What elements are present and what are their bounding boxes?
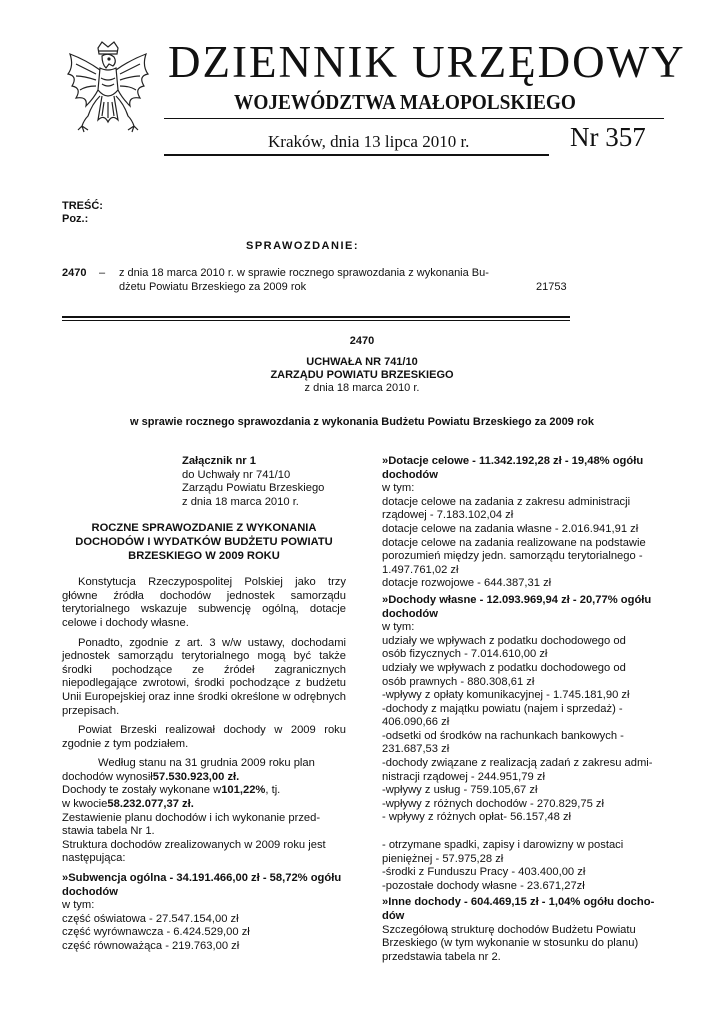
paragraph-2: Ponadto, zgodnie z art. 3 w/w ustawy, dochodami jednostek samorządu terytorialnego mogą być także środki pochodzące ze źródeł zagranicznych niepodlegające zwrotowi, środki pochodzące z budżetu Unii Europejskiej oraz inne środki określone w odrębnych przepisach. bbox=[62, 636, 346, 717]
closing-line: Brzeskiego (w tym wykonanie w stosunku do planu) bbox=[382, 937, 639, 950]
grants-line: dotacje celowe na zadania własne - 2.016.941,91 zł bbox=[382, 522, 639, 535]
act-title-line2: ZARZĄDU POWIATU BRZESKIEGO bbox=[270, 369, 454, 381]
own-income-line: -wpływy z usług - 759.105,67 zł bbox=[382, 784, 538, 797]
paragraph-3: Powiat Brzeski realizował dochody w 2009 roku zgodnie z tym podziałem. bbox=[62, 724, 346, 750]
grants-line: w tym: bbox=[382, 482, 415, 495]
subvention-line: część wyrównawcza - 6.424.529,00 zł bbox=[62, 926, 250, 939]
own-income-line: osób prawnych - 880.308,61 zł bbox=[382, 675, 535, 688]
own-income-line: -wpływy z opłaty komunikacyjnej - 1.745.181,90 zł bbox=[382, 689, 630, 702]
masthead-rule-top bbox=[164, 118, 664, 119]
act-title-line1: UCHWAŁA NR 741/10 bbox=[306, 356, 418, 368]
plan-line-2 bbox=[62, 771, 346, 785]
left-column bbox=[62, 455, 346, 954]
amount-line bbox=[62, 798, 346, 812]
own-income-line: -dochody związane z realizacją zadań z zakresu admi- bbox=[382, 757, 653, 770]
masthead-rule-bottom bbox=[164, 154, 549, 156]
subvention-line: część równoważąca - 219.763,00 zł bbox=[62, 940, 240, 952]
grants-line: rządowej - 7.183.102,04 zł bbox=[382, 509, 514, 522]
journal-subtitle: WOJEWÓDZTWA MAŁOPOLSKIEGO bbox=[234, 90, 576, 114]
own-income-line: - wpływy z różnych opłat- 56.157,48 zł bbox=[382, 811, 572, 824]
closing-line: Szczegółową strukturę dochodów Budżetu Powiatu bbox=[382, 923, 636, 936]
summary-line: stawia tabela Nr 1. bbox=[62, 825, 155, 838]
summary-line: Zestawienie planu dochodów i ich wykonanie przed- bbox=[62, 811, 321, 824]
toc-rule-1 bbox=[62, 316, 570, 318]
attachment-line: do Uchwały nr 741/10 bbox=[182, 468, 291, 481]
city-date: Kraków, dnia 13 lipca 2010 r. bbox=[268, 132, 470, 151]
toc-entry-dash: – bbox=[99, 267, 106, 279]
execution-suffix: , tj. bbox=[265, 784, 281, 797]
summary-line: Struktura dochodów zrealizowanych w 2009 roku jest bbox=[62, 838, 326, 851]
toc-entry-page: 21753 bbox=[536, 281, 567, 293]
own-income-line: w tym: bbox=[382, 621, 415, 634]
eagle-emblem-icon bbox=[62, 40, 154, 148]
toc-rule-2 bbox=[62, 320, 570, 321]
attachment-line: z dnia 18 marca 2010 r. bbox=[182, 495, 299, 508]
own-income-line: udziały we wpływach z podatku dochodowego od bbox=[382, 634, 626, 647]
grants-heading: »Dotacje celowe - 11.342.192,28 zł - 19,48% ogółu dochodów bbox=[382, 455, 644, 481]
report-heading-line: BRZESKIEGO W 2009 ROKU bbox=[128, 549, 280, 562]
own-income-heading: »Dochody własne - 12.093.969,94 zł - 20,77% ogółu dochodów bbox=[382, 593, 652, 620]
own-income-line: nistracji rządowej - 244.951,79 zł bbox=[382, 770, 545, 783]
grants-line: porozumień między jedn. samorządu terytorialnego - bbox=[382, 550, 643, 563]
own-income-line: udziały we wpływach z podatku dochodowego od bbox=[382, 661, 626, 674]
plan-line-1: Według stanu na 31 grudnia 2009 roku plan bbox=[98, 757, 315, 770]
amount-value: 58.232.077,37 zł. bbox=[107, 798, 194, 811]
journal-title: DZIENNIK URZĘDOWY bbox=[168, 37, 686, 87]
right-column bbox=[382, 455, 666, 964]
subvention-line: część oświatowa - 27.547.154,00 zł bbox=[62, 912, 239, 925]
issue-number: Nr 357 bbox=[570, 122, 646, 152]
report-heading-line: ROCZNE SPRAWOZDANIE Z WYKONANIA bbox=[91, 522, 317, 535]
attachment-title: Załącznik nr 1 bbox=[182, 455, 256, 467]
plan-value: 57.530.923,00 zł. bbox=[152, 770, 240, 783]
report-heading-line: DOCHODÓW I WYDATKÓW BUDŻETU POWIATU bbox=[75, 535, 333, 548]
subvention-line: w tym: bbox=[62, 899, 95, 912]
own-income-line: osób fizycznych - 7.014.610,00 zł bbox=[382, 648, 548, 661]
own-income-line: 231.687,53 zł bbox=[382, 743, 450, 756]
closing-line: przedstawia tabela nr 2. bbox=[382, 950, 501, 963]
own-income-line: -dochody z majątku powiatu (najem i sprzedaż) - bbox=[382, 702, 623, 715]
toc-entry-text-line1[interactable]: z dnia 18 marca 2010 r. w sprawie rocznego sprawozdania z wykonania Bu- bbox=[119, 267, 489, 279]
act-date: z dnia 18 marca 2010 r. bbox=[304, 382, 420, 394]
act-position: 2470 bbox=[349, 335, 375, 347]
other-own-line: pieniężnej - 57.975,28 zł bbox=[382, 852, 504, 865]
grants-line: dotacje celowe na zadania realizowane na podstawie bbox=[382, 536, 646, 549]
toc-section-heading: SPRAWOZDANIE: bbox=[246, 240, 359, 252]
toc-entry-number: 2470 bbox=[62, 267, 87, 279]
grants-line: dotacje rozwojowe - 644.387,31 zł bbox=[382, 577, 552, 590]
other-own-line: -pozostałe dochody własne - 23.671,27zł bbox=[382, 879, 585, 892]
summary-line: następująca: bbox=[62, 852, 126, 865]
grants-line: 1.497.761,02 zł bbox=[382, 563, 459, 576]
toc-poz-label: Poz.: bbox=[62, 213, 89, 225]
other-own-line: -środki z Funduszu Pracy - 403.400,00 zł bbox=[382, 866, 586, 879]
amount-text: w kwocie bbox=[62, 798, 108, 811]
toc-label: TREŚĆ: bbox=[62, 200, 103, 212]
plan-line-2-text: dochodów wynosił bbox=[62, 770, 153, 783]
execution-text: Dochody te zostały wykonane w bbox=[62, 784, 222, 797]
other-own-line: - otrzymane spadki, zapisy i darowizny w postaci bbox=[382, 839, 624, 852]
own-income-line: -odsetki od środków na rachunkach bankowych - bbox=[382, 729, 624, 742]
execution-percent: 101,22% bbox=[221, 784, 266, 797]
attachment-line: Zarządu Powiatu Brzeskiego bbox=[182, 482, 325, 495]
execution-line bbox=[62, 784, 346, 798]
toc-entry-text-line2[interactable]: dżetu Powiatu Brzeskiego za 2009 rok bbox=[119, 281, 307, 293]
own-income-line: 406.090,66 zł bbox=[382, 716, 450, 729]
act-subject: w sprawie rocznego sprawozdania z wykonania Budżetu Powiatu Brzeskiego za 2009 rok bbox=[130, 416, 594, 428]
grants-line: dotacje celowe na zadania z zakresu administracji bbox=[382, 495, 631, 508]
subvention-heading: »Subwencja ogólna - 34.191.466,00 zł - 58,72% ogółu dochodów bbox=[62, 872, 342, 898]
own-income-line: -wpływy z różnych dochodów - 270.829,75 zł bbox=[382, 797, 604, 810]
paragraph-1: Konstytucja Rzeczypospolitej Polskiej jako trzy główne źródła dochodów jednostek samorządu terytorialnego wskazuje subwencję ogólną, dotacje celowe i dochody własne. bbox=[62, 576, 346, 629]
other-income-heading: »Inne dochody - 604.469,15 zł - 1,04% ogółu docho-dów bbox=[382, 896, 655, 922]
